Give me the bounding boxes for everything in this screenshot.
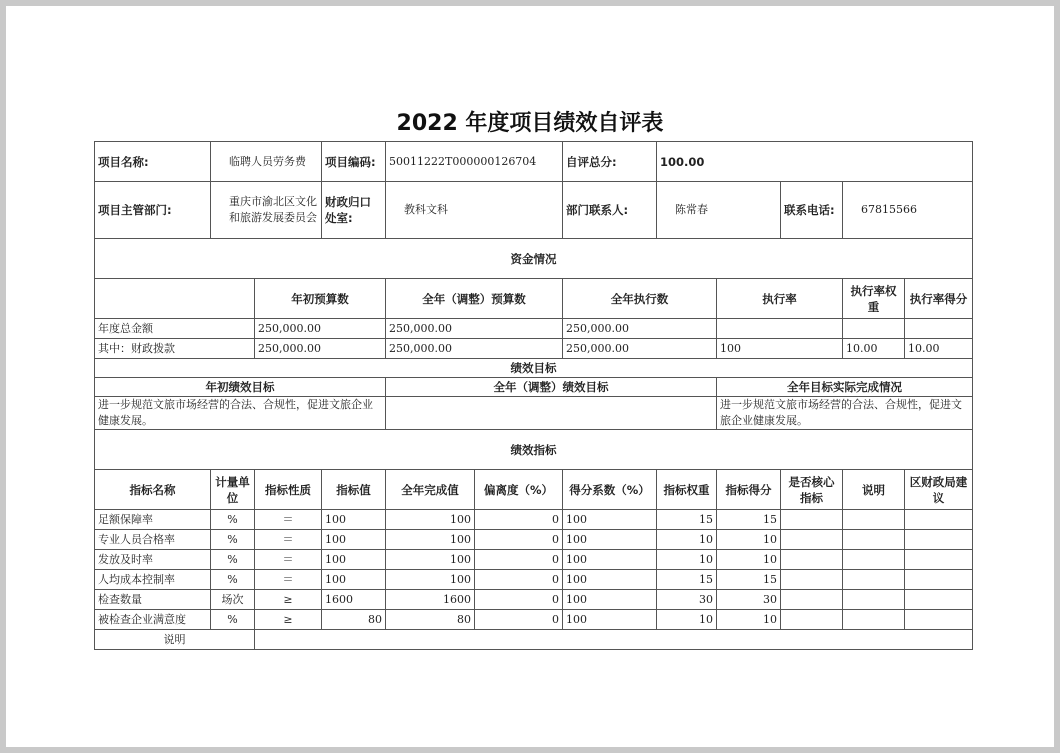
ind-name: 发放及时率	[95, 550, 211, 570]
ind-actual: 100	[386, 550, 475, 570]
ind-coef: 100	[563, 550, 657, 570]
ind-score: 15	[717, 570, 781, 590]
ind-nature: ＝	[255, 510, 322, 530]
ind-coef: 100	[563, 570, 657, 590]
ind-header-nature: 指标性质	[255, 470, 322, 510]
funds-row-score	[905, 319, 973, 339]
contact-value: 陈常春	[657, 182, 781, 239]
funds-header-rate: 执行率	[717, 279, 843, 319]
funds-row-executed: 250,000.00	[563, 339, 717, 359]
ind-name: 检查数量	[95, 590, 211, 610]
goals-header-row	[95, 378, 973, 397]
page-title: 2022 年度项目绩效自评表	[396, 111, 664, 136]
ind-actual: 80	[386, 610, 475, 630]
goals-initial-text: 进一步规范文旅市场经营的合法、合规性，促进文旅企业健康发展。	[95, 397, 386, 430]
indicator-row	[95, 550, 973, 570]
ind-weight: 15	[657, 570, 717, 590]
funds-row-label: 其中：财政拨款	[95, 339, 255, 359]
goals-header-adjusted: 全年（调整）绩效目标	[386, 378, 717, 397]
project-name-value: 临聘人员劳务费	[211, 142, 322, 182]
score-value: 100.00	[657, 142, 973, 182]
score-label: 自评总分:	[563, 142, 657, 182]
ind-deviation: 0	[475, 530, 563, 550]
ind-score: 10	[717, 550, 781, 570]
ind-header-deviation: 偏离度（%）	[475, 470, 563, 510]
indicator-row	[95, 570, 973, 590]
ind-header-coef: 得分系数（%）	[563, 470, 657, 510]
indicators-note-value	[255, 630, 973, 650]
phone-label: 联系电话:	[781, 182, 843, 239]
funds-row	[95, 339, 973, 359]
ind-nature: ＝	[255, 530, 322, 550]
ind-actual: 1600	[386, 590, 475, 610]
goals-section-row	[95, 359, 973, 378]
funds-row-score: 10.00	[905, 339, 973, 359]
ind-header-core: 是否核心指标	[781, 470, 843, 510]
ind-header-weight: 指标权重	[657, 470, 717, 510]
goals-header-actual: 全年目标实际完成情况	[717, 378, 973, 397]
ind-name: 足额保障率	[95, 510, 211, 530]
ind-deviation: 0	[475, 610, 563, 630]
funds-row-initial: 250,000.00	[255, 339, 386, 359]
ind-header-score: 指标得分	[717, 470, 781, 510]
performance-table	[94, 141, 973, 650]
funds-header-row	[95, 279, 973, 319]
project-code-value: 50011222T000000126704	[386, 142, 563, 182]
indicator-row	[95, 530, 973, 550]
ind-deviation: 0	[475, 570, 563, 590]
project-code-label: 项目编码:	[322, 142, 386, 182]
ind-name: 被检查企业满意度	[95, 610, 211, 630]
funds-row-weight	[843, 319, 905, 339]
funds-header-executed: 全年执行数	[563, 279, 717, 319]
ind-name: 人均成本控制率	[95, 570, 211, 590]
ind-target: 100	[322, 550, 386, 570]
ind-header-note: 说明	[843, 470, 905, 510]
goals-content-row	[95, 397, 973, 430]
funds-header-initial: 年初预算数	[255, 279, 386, 319]
funds-section-row	[95, 239, 973, 279]
ind-weight: 15	[657, 510, 717, 530]
indicator-row	[95, 590, 973, 610]
ind-deviation: 0	[475, 590, 563, 610]
ind-unit: 场次	[211, 590, 255, 610]
funds-header-weight: 执行率权重	[843, 279, 905, 319]
ind-score: 10	[717, 610, 781, 630]
ind-unit: %	[211, 610, 255, 630]
funds-section-title: 资金情况	[95, 239, 973, 279]
indicators-section-row	[95, 430, 973, 470]
dept-value: 重庆市渝北区文化和旅游发展委员会	[211, 182, 322, 239]
ind-coef: 100	[563, 530, 657, 550]
ind-nature: ≥	[255, 590, 322, 610]
finance-value: 教科文科	[386, 182, 563, 239]
ind-actual: 100	[386, 510, 475, 530]
ind-header-unit: 计量单位	[211, 470, 255, 510]
goals-header-initial: 年初绩效目标	[95, 378, 386, 397]
ind-header-actual: 全年完成值	[386, 470, 475, 510]
funds-header-score: 执行率得分	[905, 279, 973, 319]
info-row-2	[95, 182, 973, 239]
funds-row-rate	[717, 319, 843, 339]
ind-actual: 100	[386, 530, 475, 550]
ind-weight: 10	[657, 530, 717, 550]
ind-weight: 10	[657, 610, 717, 630]
ind-unit: %	[211, 510, 255, 530]
ind-target: 100	[322, 510, 386, 530]
indicator-row	[95, 510, 973, 530]
info-row-1	[95, 142, 973, 182]
indicators-note-row	[95, 630, 973, 650]
ind-weight: 10	[657, 550, 717, 570]
ind-nature: ≥	[255, 610, 322, 630]
funds-row	[95, 319, 973, 339]
ind-header-advice: 区财政局建议	[905, 470, 973, 510]
contact-label: 部门联系人:	[563, 182, 657, 239]
funds-row-weight: 10.00	[843, 339, 905, 359]
ind-target: 1600	[322, 590, 386, 610]
funds-row-executed: 250,000.00	[563, 319, 717, 339]
ind-name: 专业人员合格率	[95, 530, 211, 550]
ind-actual: 100	[386, 570, 475, 590]
indicators-note-label: 说明	[95, 630, 255, 650]
ind-unit: %	[211, 550, 255, 570]
ind-coef: 100	[563, 590, 657, 610]
ind-deviation: 0	[475, 510, 563, 530]
ind-header-name: 指标名称	[95, 470, 211, 510]
ind-target: 80	[322, 610, 386, 630]
ind-coef: 100	[563, 510, 657, 530]
ind-score: 10	[717, 530, 781, 550]
ind-unit: %	[211, 570, 255, 590]
funds-row-adjusted: 250,000.00	[386, 319, 563, 339]
funds-row-rate: 100	[717, 339, 843, 359]
ind-target: 100	[322, 570, 386, 590]
ind-score: 30	[717, 590, 781, 610]
phone-value: 67815566	[843, 182, 973, 239]
ind-nature: ＝	[255, 570, 322, 590]
funds-row-adjusted: 250,000.00	[386, 339, 563, 359]
goals-adjusted-text	[386, 397, 717, 430]
ind-deviation: 0	[475, 550, 563, 570]
dept-label: 项目主管部门:	[95, 182, 211, 239]
funds-row-label: 年度总金额	[95, 319, 255, 339]
indicator-row	[95, 610, 973, 630]
ind-weight: 30	[657, 590, 717, 610]
indicators-section-title: 绩效指标	[95, 430, 973, 470]
funds-row-initial: 250,000.00	[255, 319, 386, 339]
ind-target: 100	[322, 530, 386, 550]
goals-section-title: 绩效目标	[95, 359, 973, 378]
goals-actual-text: 进一步规范文旅市场经营的合法、合规性，促进文旅企业健康发展。	[717, 397, 973, 430]
ind-score: 15	[717, 510, 781, 530]
project-name-label: 项目名称:	[95, 142, 211, 182]
finance-label: 财政归口处室:	[322, 182, 386, 239]
ind-unit: %	[211, 530, 255, 550]
ind-coef: 100	[563, 610, 657, 630]
indicators-header-row	[95, 470, 973, 510]
funds-header-adjusted: 全年（调整）预算数	[386, 279, 563, 319]
ind-header-target: 指标值	[322, 470, 386, 510]
ind-nature: ＝	[255, 550, 322, 570]
